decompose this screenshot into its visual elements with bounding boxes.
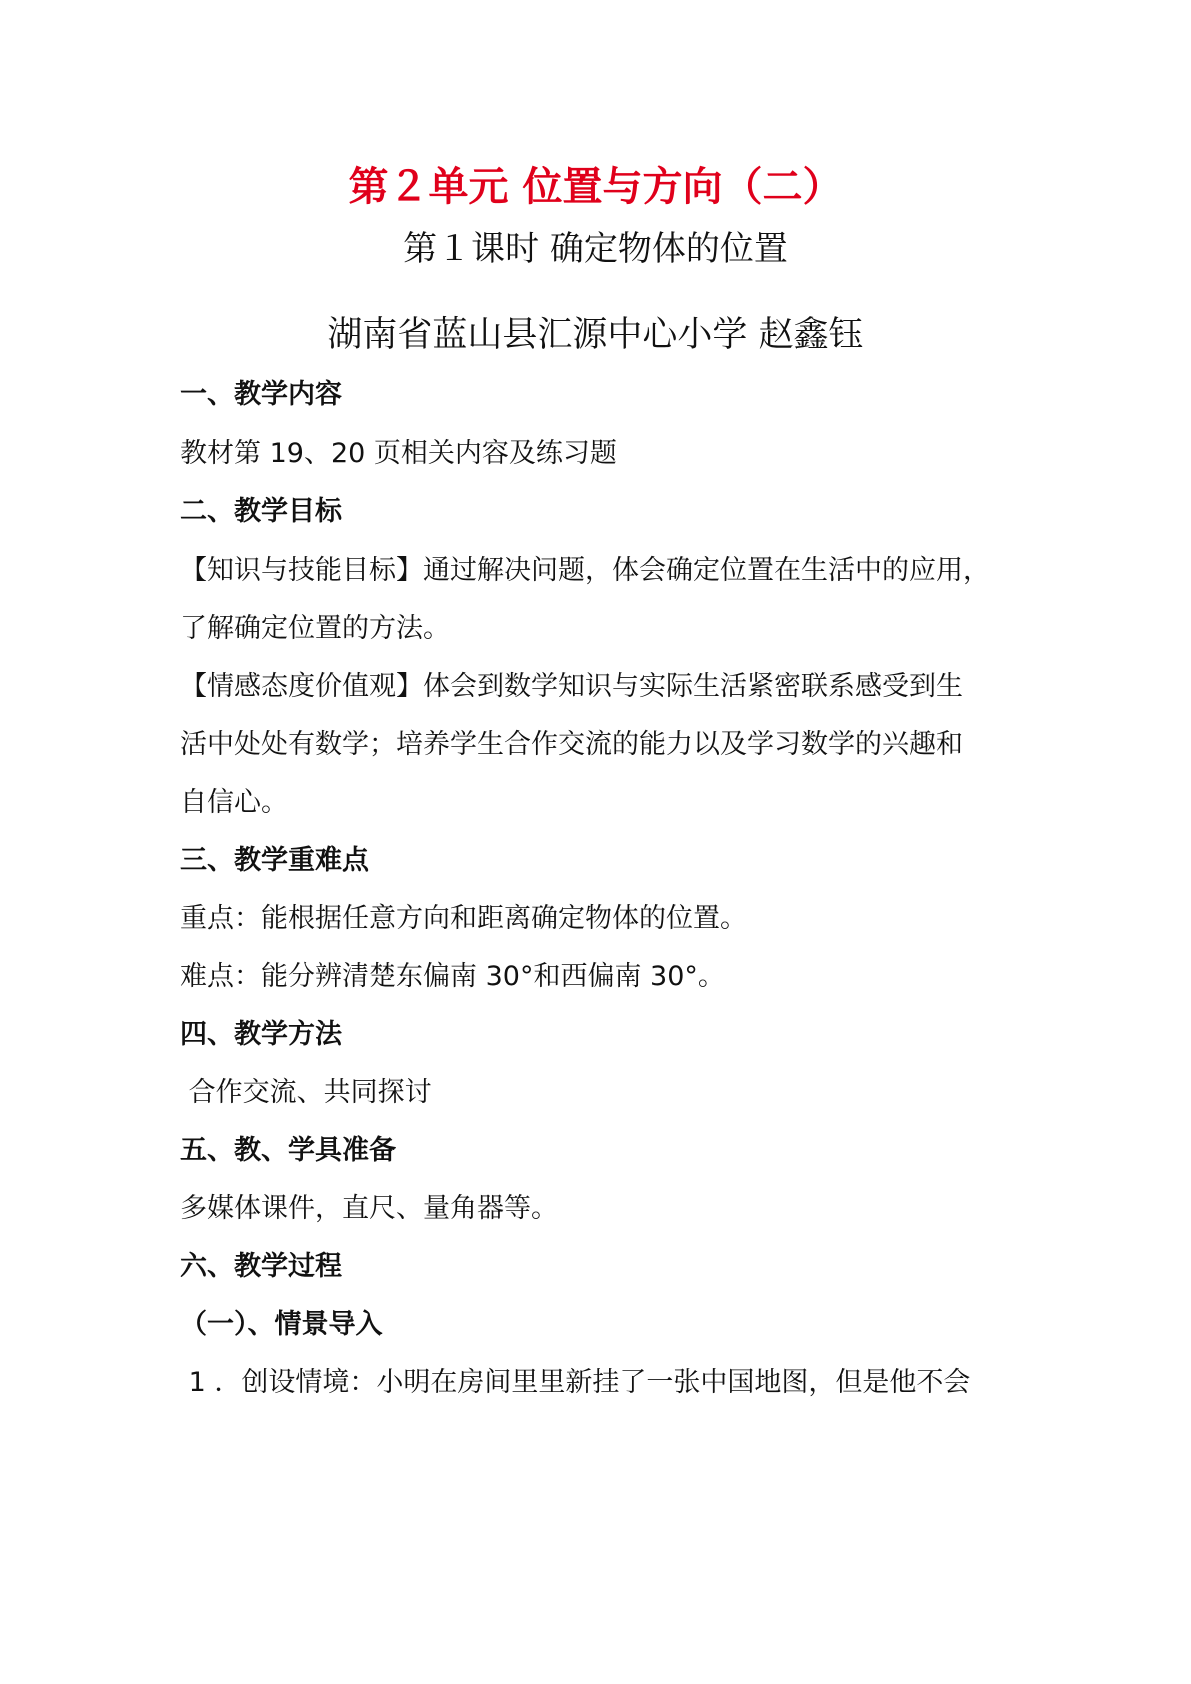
section-heading-keypoints: 三、教学重难点 <box>180 845 369 876</box>
process-subheading: （一）、情景导入 <box>180 1309 383 1340</box>
keypoints-line: 难点：能分辨清楚东偏南 30°和西偏南 30°。 <box>180 961 725 992</box>
section-heading-tools: 五、教、学具准备 <box>180 1135 396 1166</box>
goals-line: 自信心。 <box>180 787 288 818</box>
author-line: 湖南省蓝山县汇源中心小学 赵鑫钰 <box>327 315 864 355</box>
goals-line: 活中处处有数学；培养学生合作交流的能力以及学习数学的兴趣和 <box>180 729 963 760</box>
tools-text: 多媒体课件，直尺、量角器等。 <box>180 1193 558 1224</box>
goals-line: 【情感态度价值观】体会到数学知识与实际生活紧密联系感受到生 <box>180 671 963 702</box>
lesson-subtitle: 第１课时 确定物体的位置 <box>403 229 788 269</box>
keypoints-line: 重点：能根据任意方向和距离确定物体的位置。 <box>180 903 747 934</box>
goals-line: 【知识与技能目标】通过解决问题，体会确定位置在生活中的应用， <box>180 555 990 586</box>
section-heading-content: 一、教学内容 <box>180 379 342 410</box>
unit-title: 第２单元 位置与方向（二） <box>348 164 843 210</box>
section-heading-methods: 四、教学方法 <box>180 1019 342 1050</box>
section-heading-goals: 二、教学目标 <box>180 496 342 527</box>
section-heading-process: 六、教学过程 <box>180 1251 342 1282</box>
process-line: 1 ．创设情境：小明在房间里里新挂了一张中国地图，但是他不会 <box>180 1367 971 1398</box>
methods-text: 合作交流、共同探讨 <box>180 1077 432 1108</box>
goals-line: 了解确定位置的方法。 <box>180 613 450 644</box>
content-text: 教材第 19、20 页相关内容及练习题 <box>180 438 617 469</box>
